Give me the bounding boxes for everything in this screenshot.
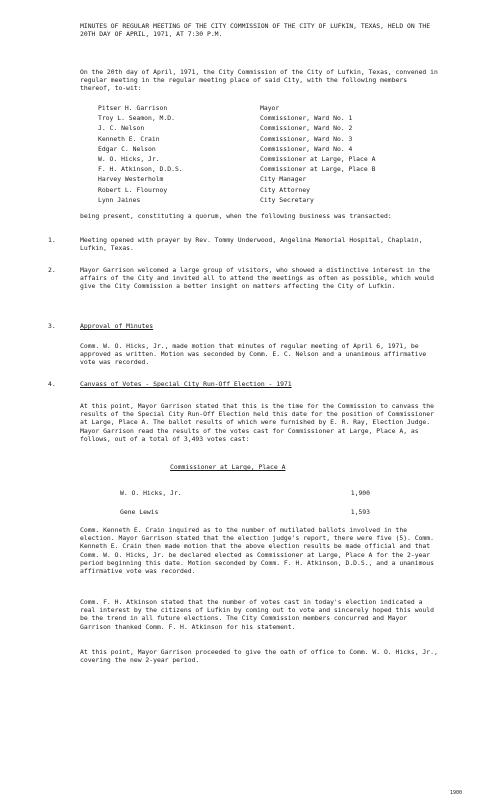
member-row — [98, 104, 438, 114]
vote-row — [120, 489, 370, 497]
agenda-item — [48, 236, 438, 252]
item-heading: Approval of Minutes — [80, 322, 154, 330]
member-office: Commissioner, Ward No. 2 — [260, 124, 353, 133]
member-row — [98, 135, 438, 145]
member-office: Commissioner at Large, Place A — [260, 154, 376, 163]
member-name: Robert L. Flournoy — [98, 185, 168, 194]
agenda-item — [48, 322, 438, 330]
atkinson-paragraph: Comm. F. H. Atkinson stated that the number of votes cast in today's election indicated a real interest by the citizens of Lufkin by coming out to vote and sincerely hoped this would be the trend in all future elections. The City Commission members concurred and Mayor Garrison thanked Comm. F. H. Atkinson for his statement. — [80, 598, 434, 631]
member-office: City Manager — [260, 175, 307, 184]
vote-count: 1,593 — [350, 508, 370, 516]
member-name: Pitser H. Garrison — [98, 104, 168, 112]
members-roster — [98, 104, 438, 206]
member-office: Commissioner, Ward No. 3 — [260, 134, 353, 143]
member-office: Commissioner, Ward No. 4 — [260, 144, 353, 153]
member-name: J. C. Nelson — [98, 124, 145, 133]
member-row — [98, 114, 438, 124]
member-name: W. O. Hicks, Jr. — [98, 154, 160, 163]
member-office: City Attorney — [260, 185, 311, 194]
item-number: 3. — [48, 322, 56, 330]
agenda-item — [48, 380, 438, 388]
member-row — [98, 186, 438, 196]
vote-count: 1,900 — [350, 489, 370, 497]
member-office: Mayor — [260, 104, 280, 112]
agenda-item — [48, 266, 438, 291]
candidate-name: Gene Lewis — [120, 508, 159, 516]
quorum-paragraph: being present, constituting a quorum, when the following business was transacted: — [80, 212, 392, 220]
item-text: Meeting opened with prayer by Rev. Tommy Underwood, Angelina Memorial Hospital, Chaplain, Lufkin, Texas. — [80, 236, 423, 253]
member-name: Edgar C. Nelson — [98, 144, 156, 153]
oath-paragraph: At this point, Mayor Garrison proceeded to give the oath of office to Comm. W. O. Hicks, Jr., covering the new 2-year period. — [80, 648, 438, 665]
member-name: Harvey Westerholm — [98, 175, 164, 184]
document-title: MINUTES OF REGULAR MEETING OF THE CITY COMMISSION OF THE CITY OF LUFKIN, TEXAS, HELD ON THE 20TH DAY OF APRIL, 1971, AT 7:30 P.M. — [80, 22, 431, 39]
minutes-paragraph: Comm. W. O. Hicks, Jr., made motion that minutes of regular meeting of April 6, 1971, be approved as written. Motion was seconded by Comm. E. C. Nelson and a unanimous affirmative vote was recorded. — [80, 342, 427, 367]
item-heading: Canvass of Votes - Special City Run-Off Election - 1971 — [80, 380, 292, 388]
member-row — [98, 175, 438, 185]
item-number: 1. — [48, 236, 56, 244]
member-name: F. H. Atkinson, D.D.S. — [98, 165, 183, 174]
canvass-paragraph: At this point, Mayor Garrison stated that this is the time for the Commission to canvass the results of the Special City Run-Off Election held this date for the position of Commissioner at Large, Place A. The ballot results of which were furnished by E. R. Ray, Election Judge. Mayor Garrison read the results of the votes cast for Commissioner at Large, Place A, as follows, out of a total of 3,493 votes cast: — [80, 402, 434, 443]
member-name: Kenneth E. Crain — [98, 134, 160, 143]
intro-paragraph: On the 20th day of April, 1971, the City Commission of the City of Lufkin, Texas, convened in regular meeting in the regular meeting place of said City, with the following members thereof, to-wit: — [80, 68, 438, 93]
member-row — [98, 196, 438, 206]
member-row — [98, 124, 438, 134]
vote-row — [120, 508, 370, 516]
member-office: Commissioner at Large, Place B — [260, 165, 376, 174]
item-number: 2. — [48, 266, 56, 274]
member-row — [98, 165, 438, 175]
page-number: 1900 — [450, 790, 463, 796]
member-row — [98, 145, 438, 155]
vote-table-title: Commissioner at Large, Place A — [170, 463, 286, 471]
item-number: 4. — [48, 380, 56, 388]
member-office: City Secretary — [260, 195, 314, 204]
member-row — [98, 155, 438, 165]
crain-paragraph: Comm. Kenneth E. Crain inquired as to the number of mutilated ballots involved in the election. Mayor Garrison stated that the election judge's report, there were five (5). Comm. Kenneth E. Crain then made motion that the above election results be made official and that Comm. W. O. Hicks, Jr. be declared elected as Commissioner at Large, Place A for the 2-year period beginning this date. Motion seconded by Comm. F. H. Atkinson, D.D.S., and a unanimous affirmative vote was recorded. — [80, 526, 434, 576]
candidate-name: W. O. Hicks, Jr. — [120, 489, 182, 497]
member-name: Lynn Jaines — [98, 195, 141, 204]
member-office: Commissioner, Ward No. 1 — [260, 114, 353, 123]
member-name: Troy L. Seamon, M.D. — [98, 114, 175, 123]
item-text: Mayor Garrison welcomed a large group of visitors, who showed a distinctive interest in the affairs of the City and invited all to attend the meetings as often as possible, which would give the City Commission a better insight on matters affecting the City of Lufkin. — [80, 266, 434, 291]
